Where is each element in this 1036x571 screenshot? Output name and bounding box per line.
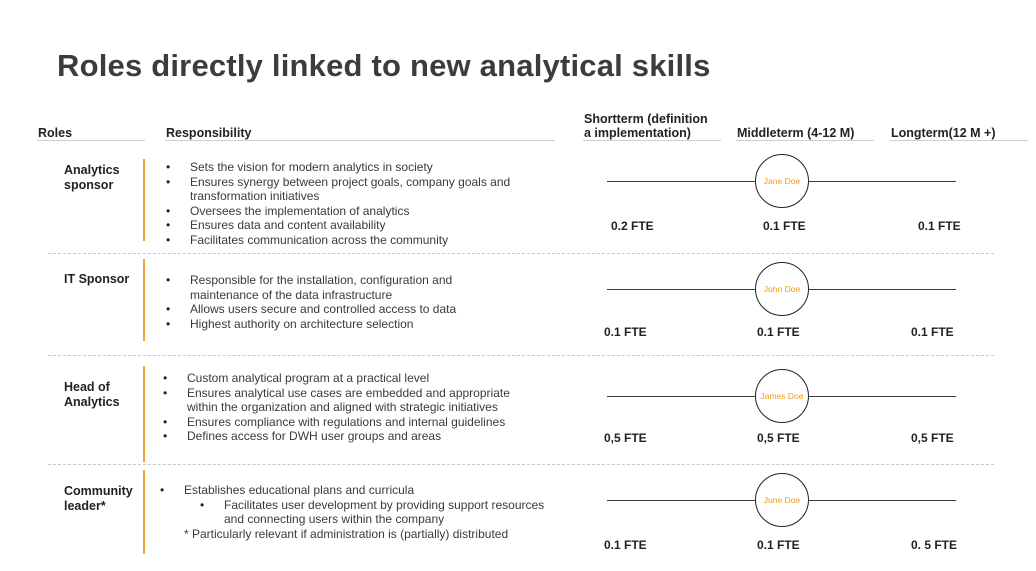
header-shortterm-line2: a implementation) bbox=[584, 126, 691, 140]
header-longterm: Longterm(12 M +) bbox=[891, 126, 996, 140]
role-name: IT Sponsor bbox=[64, 272, 130, 286]
row-divider bbox=[48, 253, 994, 254]
page-title: Roles directly linked to new analytical skills bbox=[57, 48, 711, 83]
header-roles: Roles bbox=[38, 126, 73, 140]
fte-shortterm: 0.2 FTE bbox=[611, 219, 654, 233]
role-name: Community leader* bbox=[64, 484, 133, 513]
row-divider bbox=[48, 464, 994, 465]
responsibility-list bbox=[163, 371, 513, 444]
header-shortterm bbox=[584, 112, 708, 140]
list-item: • Facilitates user development by providing support resources and connecting users within the company bbox=[160, 498, 560, 527]
fte-middleterm: 0.1 FTE bbox=[757, 325, 800, 339]
row-divider bbox=[48, 355, 994, 356]
list-item: • Establishes educational plans and curricula bbox=[160, 483, 560, 498]
header-divider bbox=[890, 140, 1028, 141]
list-item: • Ensures synergy between project goals, company goals and transformation initiatives bbox=[166, 175, 556, 204]
list-item: • Oversees the implementation of analytics bbox=[166, 204, 556, 219]
person-circle: Jane Doe bbox=[755, 154, 809, 208]
list-item: • Custom analytical program at a practical level bbox=[163, 371, 513, 386]
fte-longterm: 0,5 FTE bbox=[911, 431, 954, 445]
header-divider bbox=[583, 140, 721, 141]
person-circle: June Doe bbox=[755, 473, 809, 527]
row-accent-bar bbox=[143, 470, 145, 554]
list-item: • Sets the vision for modern analytics in society bbox=[166, 160, 556, 175]
header-divider bbox=[736, 140, 874, 141]
row-accent-bar bbox=[143, 159, 145, 241]
list-item: • Ensures data and content availability bbox=[166, 218, 556, 233]
fte-middleterm: 0.1 FTE bbox=[757, 538, 800, 552]
header-responsibility: Responsibility bbox=[166, 126, 252, 140]
fte-longterm: 0. 5 FTE bbox=[911, 538, 958, 552]
row-accent-bar bbox=[143, 366, 145, 462]
list-item: • Highest authority on architecture selection bbox=[166, 317, 511, 332]
fte-shortterm: 0.1 FTE bbox=[604, 538, 647, 552]
responsibility-list bbox=[166, 160, 556, 247]
row-accent-bar bbox=[143, 259, 145, 341]
header-divider bbox=[165, 140, 555, 141]
list-item: • Defines access for DWH user groups and areas bbox=[163, 429, 513, 444]
fte-longterm: 0.1 FTE bbox=[918, 219, 961, 233]
fte-shortterm: 0.1 FTE bbox=[604, 325, 647, 339]
header-shortterm-line1: Shortterm (definition bbox=[584, 112, 708, 126]
fte-middleterm: 0,5 FTE bbox=[757, 431, 800, 445]
fte-middleterm: 0.1 FTE bbox=[763, 219, 806, 233]
list-item: • Facilitates communication across the community bbox=[166, 233, 556, 248]
role-name: Analytics sponsor bbox=[64, 163, 120, 192]
list-item: • Ensures analytical use cases are embedded and appropriate within the organization and aligned with strategic initiatives bbox=[163, 386, 513, 415]
header-middleterm: Middleterm (4-12 M) bbox=[737, 126, 855, 140]
responsibility-list bbox=[160, 483, 560, 541]
header-divider bbox=[37, 140, 145, 141]
fte-longterm: 0.1 FTE bbox=[911, 325, 954, 339]
person-circle: James Doe bbox=[755, 369, 809, 423]
list-item: • Responsible for the installation, configuration and maintenance of the data infrastructure bbox=[166, 273, 511, 302]
list-item: • Allows users secure and controlled access to data bbox=[166, 302, 511, 317]
fte-shortterm: 0,5 FTE bbox=[604, 431, 647, 445]
responsibility-list bbox=[166, 273, 511, 331]
role-name: Head of Analytics bbox=[64, 380, 120, 409]
footnote: * Particularly relevant if administration is (partially) distributed bbox=[184, 526, 509, 541]
list-item: • Ensures compliance with regulations and internal guidelines bbox=[163, 415, 513, 430]
person-circle: John Doe bbox=[755, 262, 809, 316]
